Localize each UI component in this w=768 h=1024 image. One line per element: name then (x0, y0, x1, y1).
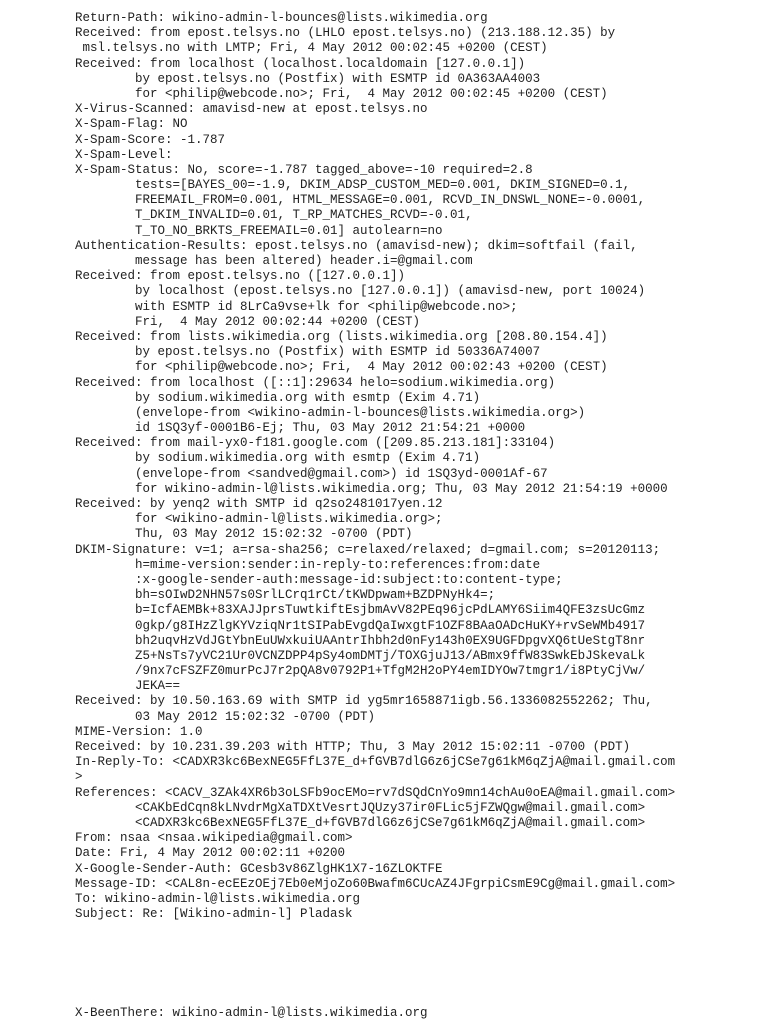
email-header-line: id 1SQ3yf-0001B6-Ej; Thu, 03 May 2012 21:54:21 +0000 (75, 421, 526, 436)
email-header-line: by sodium.wikimedia.org with esmtp (Exim 4.71) (75, 390, 481, 405)
email-header-line: for wikino-admin-l@lists.wikimedia.org; Thu, 03 May 2012 21:54:19 +0000 (75, 481, 668, 496)
email-header-line: T_DKIM_INVALID=0.01, T_RP_MATCHES_RCVD=-0.01, (75, 208, 473, 223)
email-header-line: X-Spam-Score: -1.787 (75, 132, 226, 147)
email-header-line: Received: by yenq2 with SMTP id q2so2481017yen.12 (75, 497, 443, 511)
email-header-line: Thu, 03 May 2012 15:02:32 -0700 (PDT) (75, 527, 413, 542)
email-header-line: <CAKbEdCqn8kLNvdrMgXaTDXtVesrtJQUzy37ir0FLic5jFZWQgw@mail.gmail.com> (75, 800, 646, 815)
email-header-line: In-Reply-To: <CADXR3kc6BexNEG5FfL37E_d+fGVB7dlG6z6jCSe7g61kM6qZjA@mail.gmail.com (75, 755, 676, 770)
email-header-line: for <philip@webcode.no>; Fri, 4 May 2012 00:02:43 +0200 (CEST) (75, 360, 608, 375)
email-header-line: Return-Path: wikino-admin-l-bounces@lists.wikimedia.org (75, 11, 488, 25)
email-header-line: Date: Fri, 4 May 2012 00:02:11 +0200 (75, 846, 346, 861)
email-header-line: Received: from mail-yx0-f181.google.com ([209.85.213.181]:33104) (75, 436, 556, 451)
email-header-line: References: <CACV_3ZAk4XR6b3oLSFb9ocEMo=rv7dSQdCnYo9mn14chAu0oEA@mail.gmail.com> (75, 785, 676, 800)
email-header-line: Message-ID: <CAL8n-ecEEzOEj7Eb0eMjoZo60Bwafm6CUcAZ4JFgrpiCsmE9Cg@mail.gmail.com> (75, 876, 676, 891)
email-header-line: X-Spam-Level: (75, 147, 173, 162)
email-header-line: message has been altered) header.i=@gmail.com (75, 254, 473, 268)
email-header-line: Received: from lists.wikimedia.org (lists.wikimedia.org [208.80.154.4]) (75, 329, 608, 344)
email-header-line: > (75, 770, 83, 785)
email-header-line: <CADXR3kc6BexNEG5FfL37E_d+fGVB7dlG6z6jCSe7g61kM6qZjA@mail.gmail.com> (75, 815, 646, 830)
email-header-line: msl.telsys.no with LMTP; Fri, 4 May 2012 00:02:45 +0200 (CEST) (75, 41, 548, 56)
email-header-line: 0gkp/g8IHzZlgKYVziqNr1tSIPabEvgdQaIwxgtF1OZF8BAaOADcHuKY+rvSeWMb4917 (75, 618, 646, 633)
email-header-line: by localhost (epost.telsys.no [127.0.0.1]) (amavisd-new, port 10024) (75, 284, 646, 299)
email-header-line: X-Spam-Flag: NO (75, 117, 188, 132)
email-header-line: h=mime-version:sender:in-reply-to:references:from:date (75, 557, 541, 572)
email-header-line: by epost.telsys.no (Postfix) with ESMTP id 0A363AA4003 (75, 71, 541, 86)
email-header-line: MIME-Version: 1.0 (75, 724, 203, 739)
email-header-line: b=IcfAEMBk+83XAJJprsTuwtkiftEsjbmAvV82PEq96jcPdLAMY6Siim4QFE3zsUcGmz (75, 603, 646, 618)
email-header-line: Received: from epost.telsys.no ([127.0.0.1]) (75, 269, 406, 284)
email-header-line: Received: by 10.50.163.69 with SMTP id yg5mr1658871igb.56.1336082552262; Thu, (75, 694, 653, 709)
email-headers-block (75, 11, 765, 922)
email-header-line: Subject: Re: [Wikino-admin-l] Pladask (75, 907, 353, 922)
email-header-line: Z5+NsTs7yVC21Ur0VCNZDPP4pSy4omDMTj/TOXGjuJ13/ABmx9ffW83SwkEbJSkevaLk (75, 648, 646, 663)
email-header-line: :x-google-sender-auth:message-id:subject:to:content-type; (75, 572, 563, 587)
email-header-line: DKIM-Signature: v=1; a=rsa-sha256; c=relaxed/relaxed; d=gmail.com; s=20120113; (75, 542, 661, 557)
email-header-line: for <philip@webcode.no>; Fri, 4 May 2012 00:02:45 +0200 (CEST) (75, 86, 608, 101)
email-header-line: JEKA== (75, 679, 181, 694)
email-header-line: (envelope-from <wikino-admin-l-bounces@lists.wikimedia.org>) (75, 405, 586, 420)
email-header-line: tests=[BAYES_00=-1.9, DKIM_ADSP_CUSTOM_MED=0.001, DKIM_SIGNED=0.1, (75, 178, 631, 193)
email-header-line: for <wikino-admin-l@lists.wikimedia.org>; (75, 512, 443, 527)
email-header-line: with ESMTP id 8LrCa9vse+lk for <philip@webcode.no>; (75, 299, 518, 314)
email-header-line: (envelope-from <sandved@gmail.com>) id 1SQ3yd-0001Af-67 (75, 466, 548, 481)
email-header-line: Fri, 4 May 2012 00:02:44 +0200 (CEST) (75, 314, 421, 329)
email-header-line: From: nsaa <nsaa.wikipedia@gmail.com> (75, 831, 353, 846)
email-header-line: 03 May 2012 15:02:32 -0700 (PDT) (75, 709, 376, 724)
email-header-line: T_TO_NO_BRKTS_FREEMAIL=0.01] autolearn=no (75, 223, 443, 238)
email-header-line: X-Google-Sender-Auth: GCesb3v86ZlgHK1X7-16ZLOKTFE (75, 861, 443, 876)
email-header-line: /9nx7cFSZFZ0murPcJ7r2pQA8v0792P1+TfgM2H2oPY4emIDYOw7tmgr1/i8PtyCjVw/ (75, 664, 646, 679)
email-header-line: Received: by 10.231.39.203 with HTTP; Thu, 3 May 2012 15:02:11 -0700 (PDT) (75, 740, 631, 754)
email-header-line: To: wikino-admin-l@lists.wikimedia.org (75, 891, 361, 906)
email-header-line: bh=sOIwD2NHN57s0SrlLCrq1rCt/tKWDpwam+BZDPNyHk4=; (75, 588, 496, 603)
email-header-line: Received: from epost.telsys.no (LHLO epost.telsys.no) (213.188.12.35) by (75, 26, 616, 41)
email-header-line: by epost.telsys.no (Postfix) with ESMTP id 50336A74007 (75, 345, 541, 360)
x-beenthere-header: X-BeenThere: wikino-admin-l@lists.wikimedia.org (75, 1006, 428, 1020)
email-header-line: Received: from localhost (localhost.localdomain [127.0.0.1]) (75, 56, 526, 71)
email-header-line: FREEMAIL_FROM=0.001, HTML_MESSAGE=0.001, RCVD_IN_DNSWL_NONE=-0.0001, (75, 193, 646, 208)
email-header-line: X-Spam-Status: No, score=-1.787 tagged_above=-10 required=2.8 (75, 162, 533, 177)
email-header-line: X-Virus-Scanned: amavisd-new at epost.telsys.no (75, 102, 428, 117)
email-header-line: bh2uqvHzVdJGtYbnEuUWxkuiUAAntrIhbh2d0nFy143h0EX9UGFDpgvXQ6tUeStgT8nr (75, 633, 646, 648)
email-header-line: by sodium.wikimedia.org with esmtp (Exim 4.71) (75, 451, 481, 466)
email-header-line: Received: from localhost ([::1]:29634 helo=sodium.wikimedia.org) (75, 375, 556, 390)
email-header-line: Authentication-Results: epost.telsys.no (amavisd-new); dkim=softfail (fail, (75, 238, 638, 253)
